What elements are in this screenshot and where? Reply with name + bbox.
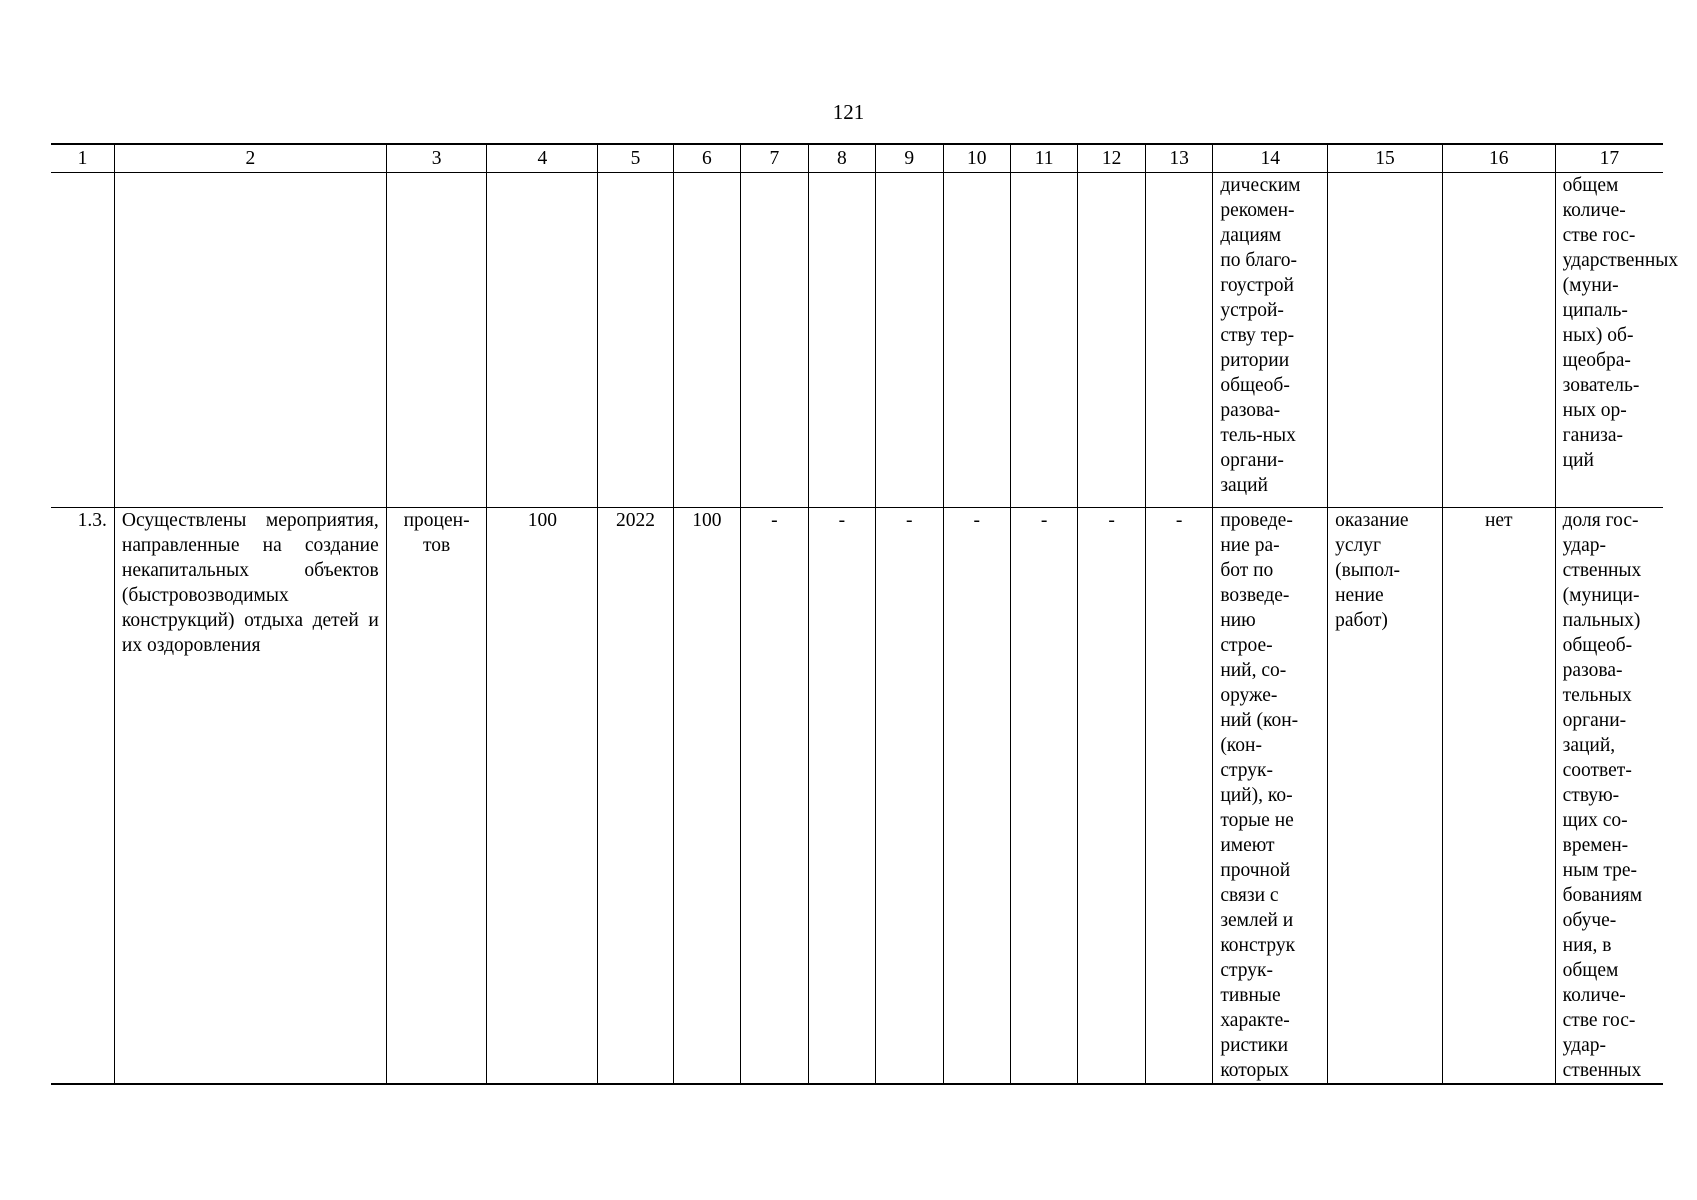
table-cell	[1442, 173, 1555, 508]
row-number: 1.3.	[51, 508, 114, 1085]
table-cell-col8: -	[808, 508, 875, 1085]
table-cell-col15: оказание услуг (выпол- нение работ)	[1328, 508, 1443, 1085]
column-header: 2	[114, 144, 386, 173]
column-header: 12	[1078, 144, 1145, 173]
column-header: 14	[1213, 144, 1328, 173]
indicators-table	[51, 143, 1679, 1085]
table-cell-col13: -	[1145, 508, 1212, 1085]
table-cell-col17: общем количе- стве гос- ударственных (муни- ципаль- ных) об- щеобра- зователь- ных ор- ганиза- ций	[1555, 173, 1663, 508]
table-cell-col14: проведе- ние ра- бот по возведе- нию строе- ний, со- оруже- ний (кон- (кон- струк- ций), ко- торые не имеют прочной связи с землей и конструк струк- тивные характе- ристики которых	[1213, 508, 1328, 1085]
table-cell-col9: -	[876, 508, 943, 1085]
table-cell	[51, 173, 114, 508]
column-number-row	[51, 144, 1663, 173]
column-header: 3	[386, 144, 487, 173]
table-cell	[876, 173, 943, 508]
column-header: 15	[1328, 144, 1443, 173]
table-cell	[1145, 173, 1212, 508]
table-cell	[741, 173, 808, 508]
column-header: 13	[1145, 144, 1212, 173]
table-cell-col17: доля гос- удар- ственных (муници- пальных) общеоб- разова- тельных органи- заций, соответ- ствую- щих со- времен- ным тре- бованиям обуче- ния, в общем количе- стве гос- удар- ственных	[1555, 508, 1663, 1085]
column-header: 17	[1555, 144, 1663, 173]
table-cell	[1078, 173, 1145, 508]
column-header: 5	[598, 144, 674, 173]
table-cell	[1010, 173, 1077, 508]
table-cell-col12: -	[1078, 508, 1145, 1085]
column-header: 4	[487, 144, 598, 173]
column-header: 8	[808, 144, 875, 173]
table-cell	[386, 173, 487, 508]
column-header: 1	[51, 144, 114, 173]
table-cell	[808, 173, 875, 508]
table-cell-col14: дическим рекомен- дациям по благо- гоустрой устрой- ству тер- ритории общеоб- разова- тель-ных органи- заций	[1213, 173, 1328, 508]
row-unit: процен- тов	[386, 508, 487, 1085]
column-header: 11	[1010, 144, 1077, 173]
table-cell-col16: нет	[1442, 508, 1555, 1085]
row-name: Осуществлены мероприятия, направленные на создание некапитальных объектов (быстровозводимых конструкций) отдыха детей и их оздоровления	[114, 508, 386, 1085]
table-row-1-3	[51, 508, 1663, 1085]
table-cell	[673, 173, 740, 508]
table-row-continuation	[51, 173, 1663, 508]
column-header: 16	[1442, 144, 1555, 173]
table-cell-col10: -	[943, 508, 1010, 1085]
table-cell-col4: 100	[487, 508, 598, 1085]
table-cell-col11: -	[1010, 508, 1077, 1085]
table-cell	[598, 173, 674, 508]
table-cell	[487, 173, 598, 508]
column-header: 10	[943, 144, 1010, 173]
column-header: 9	[876, 144, 943, 173]
table-cell-col7: -	[741, 508, 808, 1085]
table-cell	[114, 173, 386, 508]
table-cell	[943, 173, 1010, 508]
page-number: 121	[832, 100, 865, 124]
table-cell-col6: 100	[673, 508, 740, 1085]
table-cell	[1328, 173, 1443, 508]
column-header: 7	[741, 144, 808, 173]
table-cell-col5: 2022	[598, 508, 674, 1085]
column-header: 6	[673, 144, 740, 173]
